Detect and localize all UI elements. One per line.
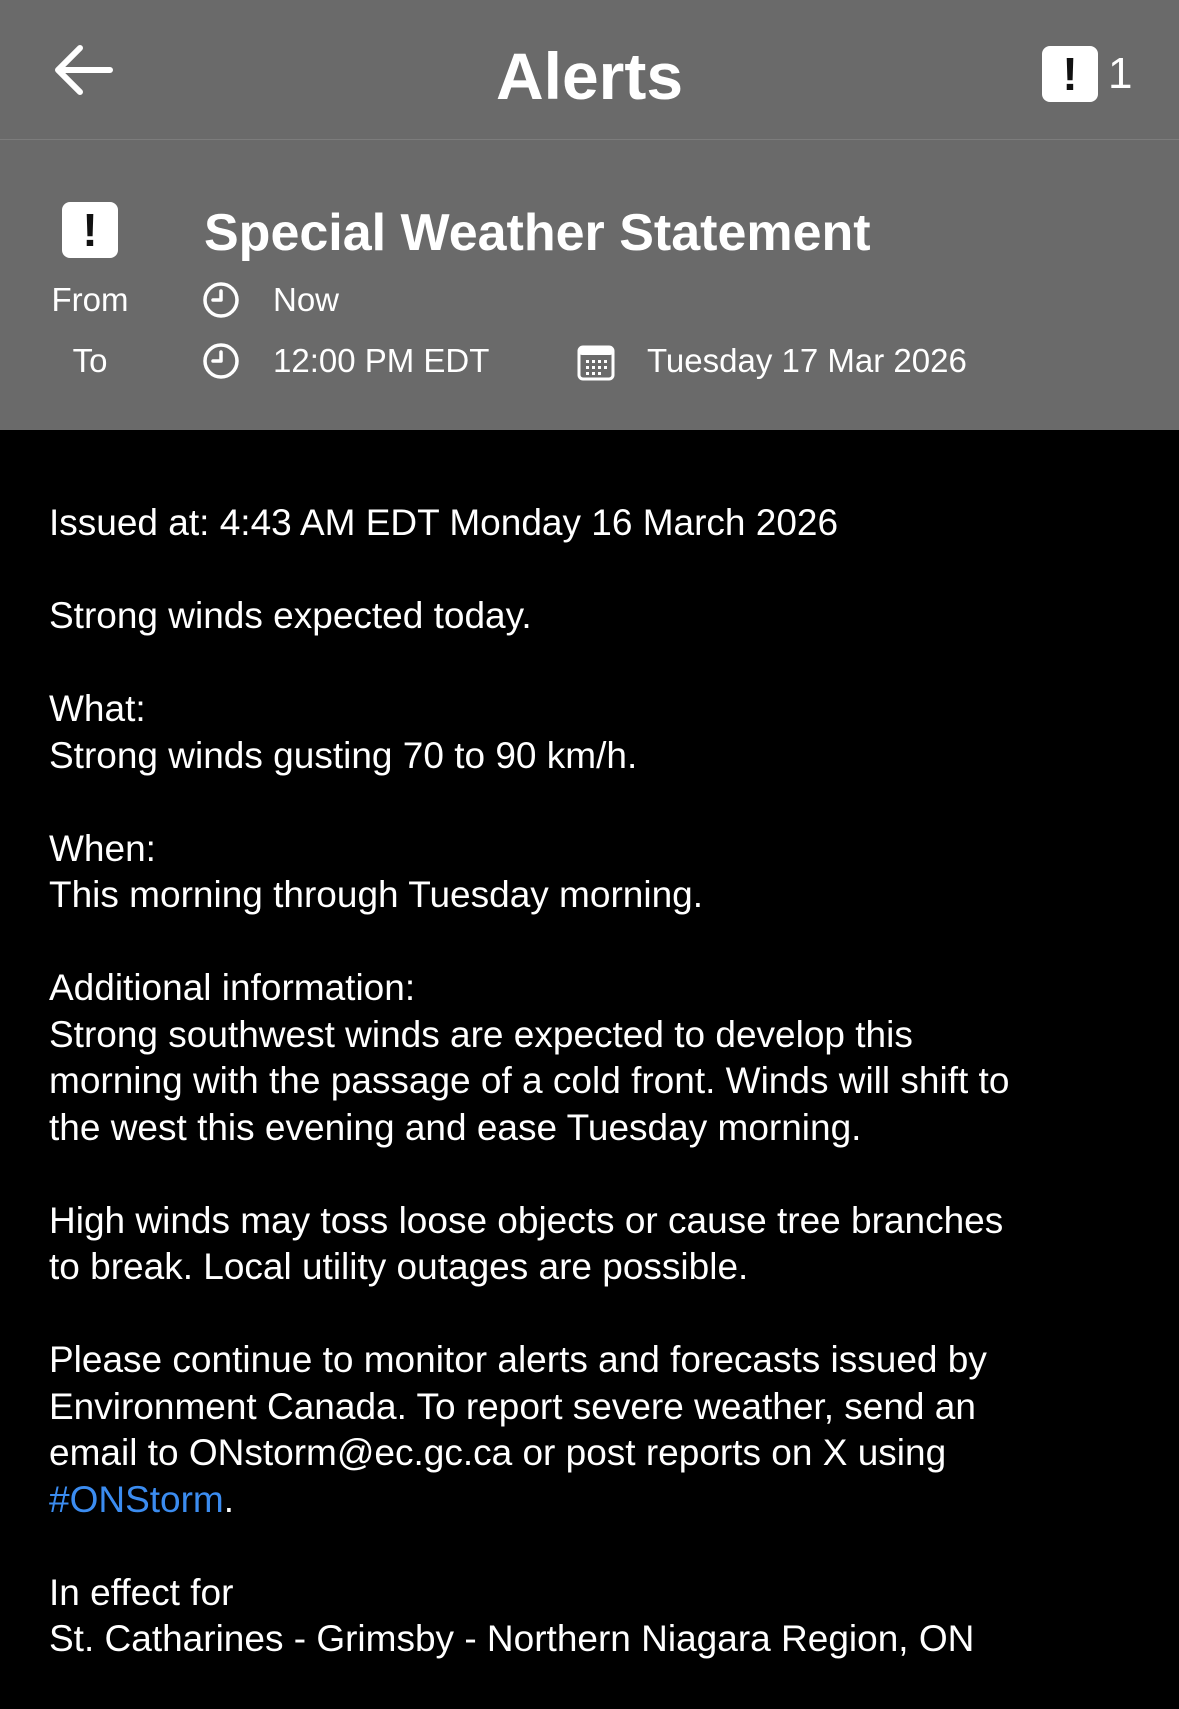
when-text: This morning through Tuesday morning.: [49, 874, 704, 915]
hashtag-line: [49, 1477, 1149, 1524]
alert-icon: !: [62, 202, 118, 258]
page-title: Alerts: [495, 39, 684, 113]
what-text: Strong winds gusting 70 to 90 km/h.: [49, 734, 638, 776]
effect-region: St. Catharines - Grimsby - Northern Niagara Region, ON: [49, 1618, 975, 1659]
impact-line: to break. Local utility outages are possible.: [49, 1246, 749, 1287]
alert-count: 1: [1108, 49, 1133, 98]
what-label: What:: [49, 688, 146, 729]
impact-line: High winds may toss loose objects or cause tree branches: [49, 1199, 1004, 1241]
to-time: 12:00 PM EDT: [273, 342, 490, 379]
alert-icon: !: [1042, 46, 1098, 102]
additional-section: [49, 965, 1149, 1151]
alert-details: [49, 500, 1149, 1709]
when-label: When:: [49, 827, 156, 869]
clock-icon: [202, 281, 240, 319]
additional-line: morning with the passage of a cold front. Winds will shift to: [49, 1060, 1010, 1101]
additional-line: Strong southwest winds are expected to develop this: [49, 1013, 913, 1055]
impact-section: [49, 1198, 1149, 1291]
when-section: [49, 826, 1149, 919]
monitor-line: email to ONstorm@ec.gc.ca or post reports on X using: [49, 1432, 947, 1473]
from-time: Now: [273, 281, 340, 318]
effect-section: [49, 1570, 1149, 1663]
issued-text: Issued at: 4:43 AM EDT Monday 16 March 2026: [49, 502, 839, 543]
to-date: Tuesday 17 Mar 2026: [647, 342, 967, 379]
calendar-icon: [577, 343, 615, 381]
monitor-section: [49, 1337, 1149, 1523]
from-label: From: [51, 281, 129, 318]
clock-icon: [202, 342, 240, 380]
headline-text: Strong winds expected today.: [49, 595, 532, 636]
additional-label: Additional information:: [49, 967, 416, 1008]
top-bar: [0, 0, 1179, 140]
effect-label: In effect for: [49, 1571, 234, 1613]
alert-title: Special Weather Statement: [204, 204, 871, 262]
monitor-line: Please continue to monitor alerts and forecasts issued by: [49, 1339, 987, 1380]
hashtag-suffix: .: [223, 1478, 235, 1520]
onstorm-hashtag-link[interactable]: #ONStorm: [49, 1478, 224, 1520]
alert-header: [0, 140, 1179, 430]
additional-line: the west this evening and ease Tuesday morning.: [49, 1106, 862, 1148]
to-label: To: [72, 342, 108, 379]
monitor-line: Environment Canada. To report severe weather, send an: [49, 1385, 976, 1427]
what-section: [49, 686, 1149, 779]
